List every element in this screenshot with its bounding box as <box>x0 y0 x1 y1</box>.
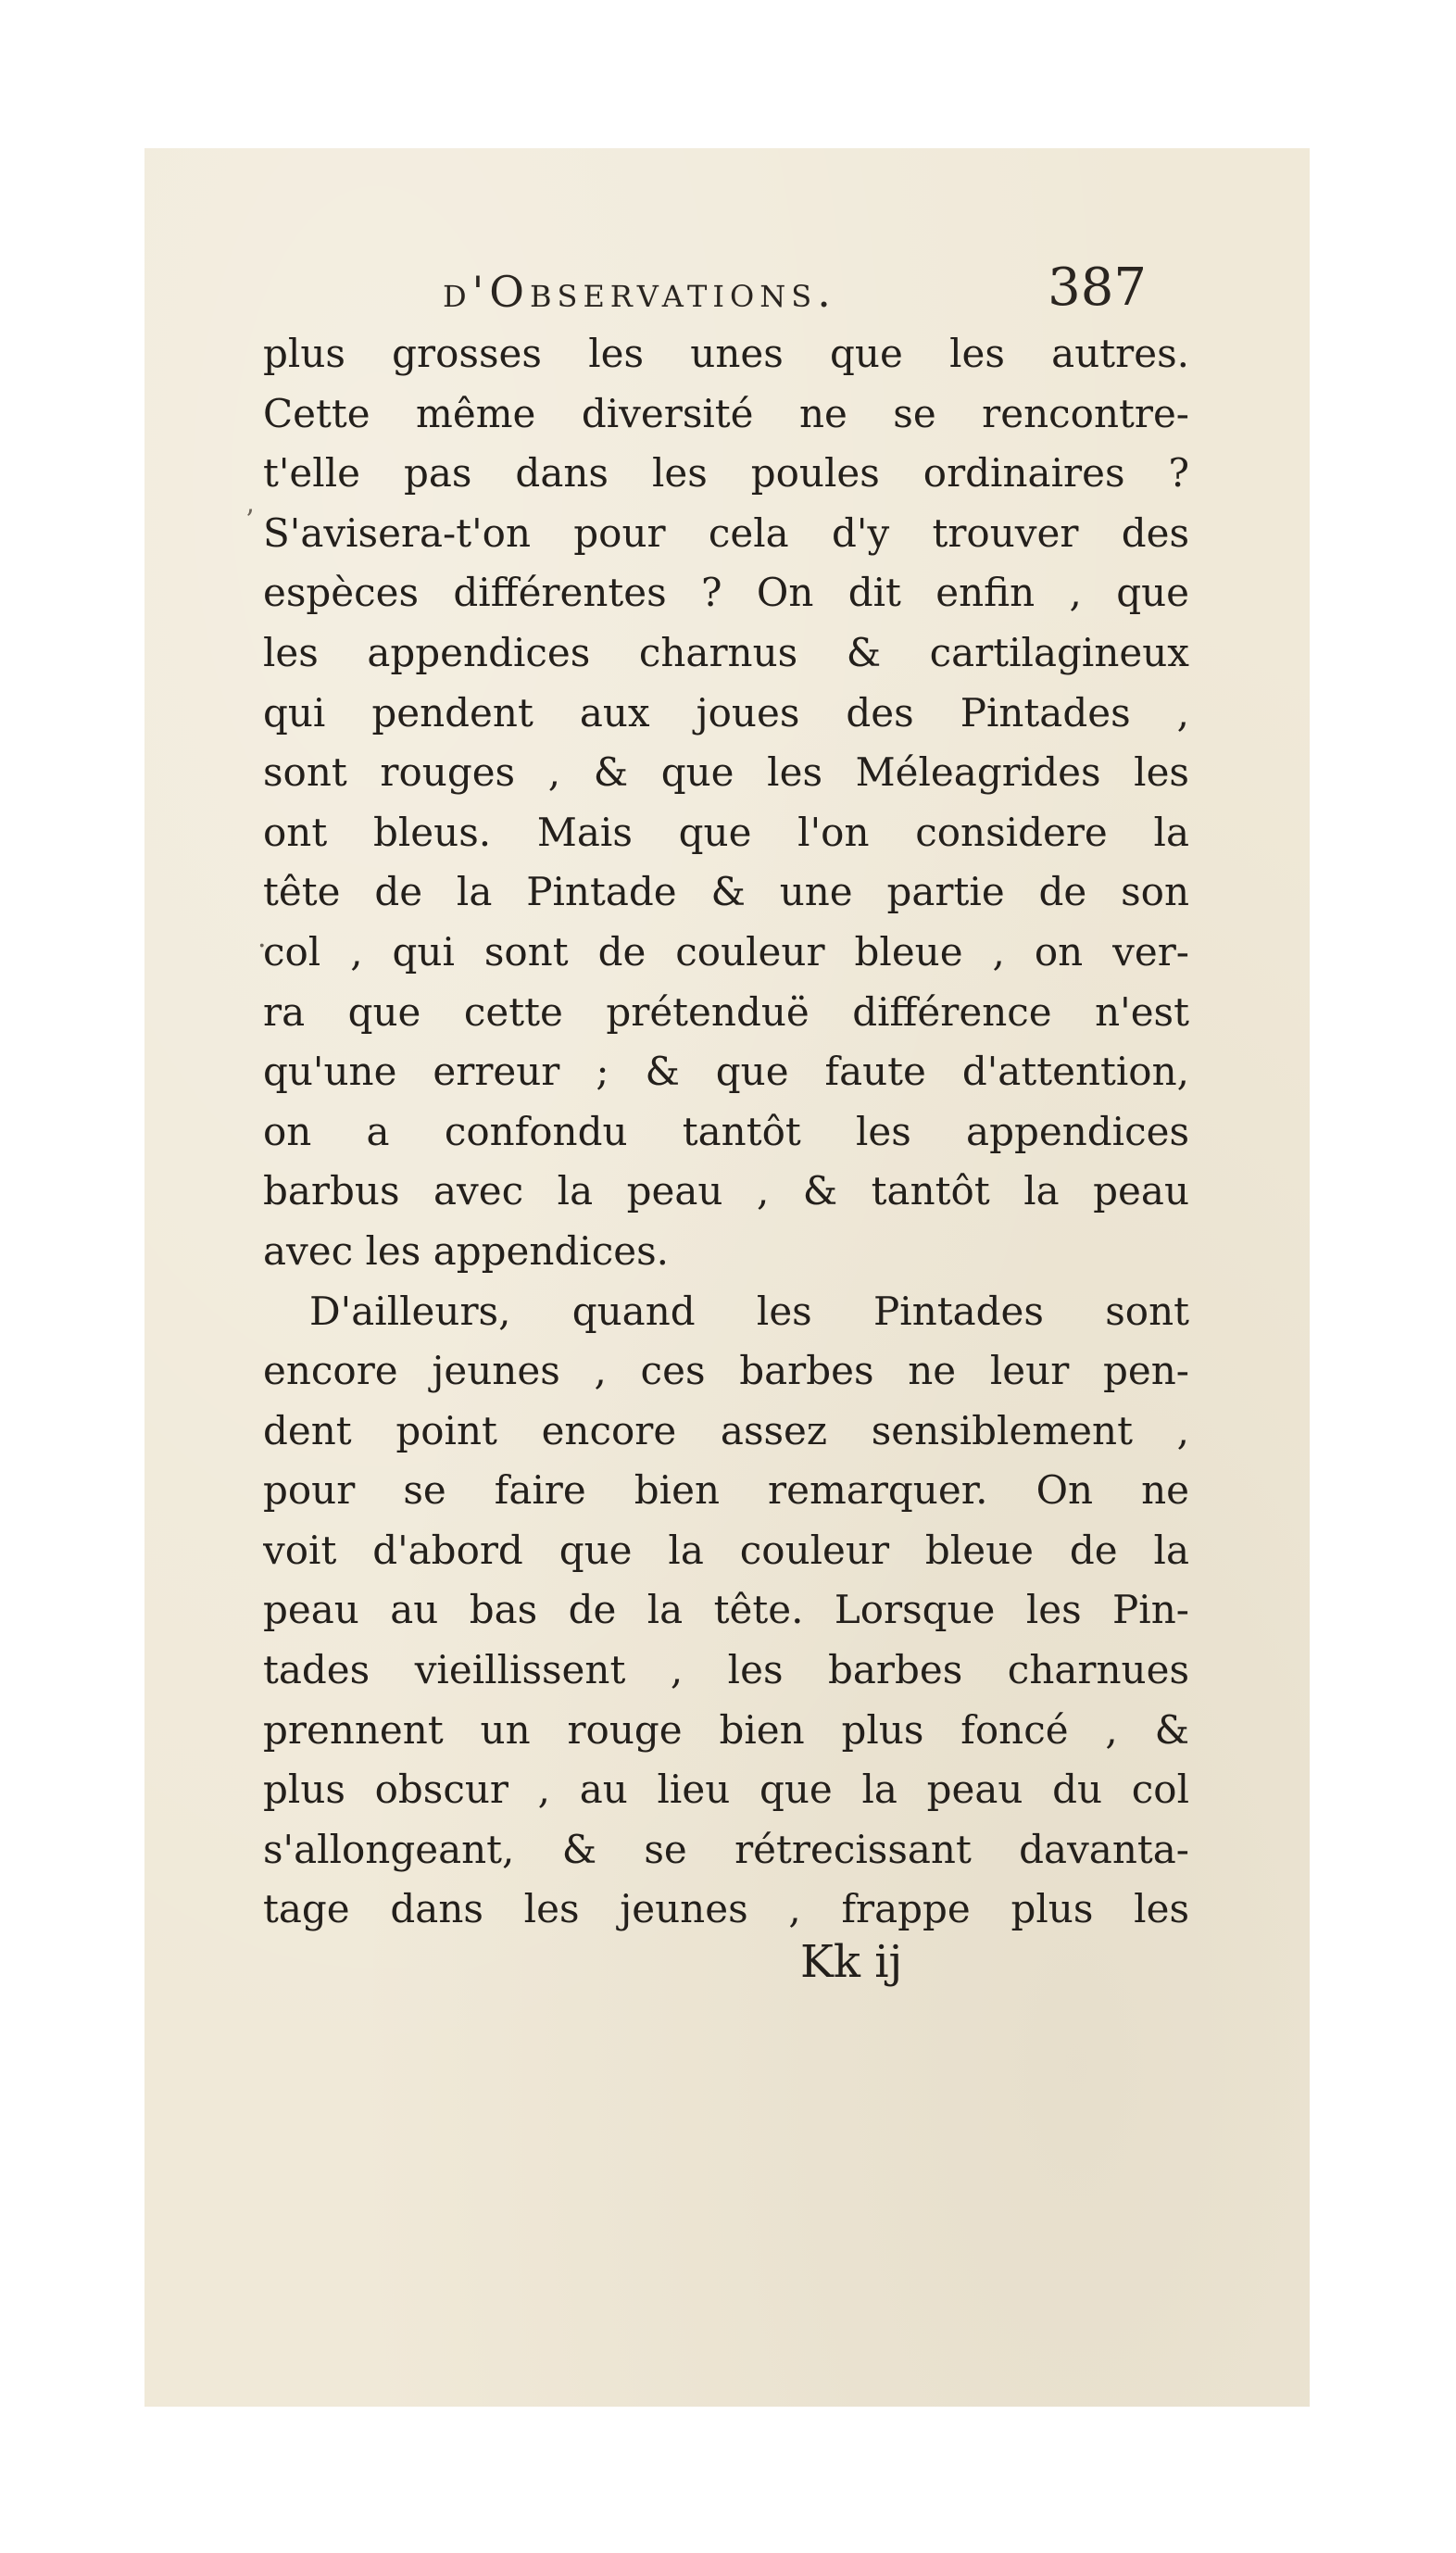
text-line: peau au bas de la tête. Lorsque les Pin- <box>263 1587 1189 1633</box>
text-line: voit d'abord que la couleur bleue de la <box>263 1527 1189 1573</box>
text-line: dent point encore assez sensiblement , <box>263 1407 1189 1453</box>
text-line: sont rouges , & que les Méleagrides les <box>263 749 1189 796</box>
text-line: ra que cette prétenduë différence n'est <box>263 988 1189 1035</box>
page-number: 387 <box>1048 258 1147 318</box>
text-line: avec les appendices. <box>263 1227 670 1274</box>
text-line: col , qui sont de couleur bleue , on ver- <box>263 928 1189 975</box>
running-head: d'Observations. <box>443 267 836 317</box>
text-line: pour se faire bien remarquer. On ne <box>263 1467 1189 1514</box>
text-line: les appendices charnus & cartilagineux <box>263 629 1189 675</box>
text-line: qu'une erreur ; & que faute d'attention, <box>263 1049 1189 1095</box>
page-header <box>443 258 1147 332</box>
text-line: espèces différentes ? On dit enfin , que <box>263 570 1189 616</box>
margin-mark: . <box>257 922 267 954</box>
text-line: qui pendent aux joues des Pintades , <box>263 689 1189 736</box>
text-line: s'allongeant, & se rétrecissant davanta- <box>263 1826 1189 1872</box>
margin-mark: ʼ <box>245 505 254 537</box>
text-line: t'elle pas dans les poules ordinaires ? <box>263 450 1189 497</box>
book-page <box>144 148 1310 2407</box>
text-line: on a confondu tantôt les appendices <box>263 1108 1189 1154</box>
signature-mark: Kk ij <box>800 1936 903 1988</box>
text-line: Cette même diversité ne se rencontre- <box>263 390 1189 436</box>
text-line: S'avisera-t'on pour cela d'y trouver des <box>263 509 1189 556</box>
text-line: encore jeunes , ces barbes ne leur pen- <box>263 1348 1189 1394</box>
body-text <box>263 324 1189 1940</box>
text-line: barbus avec la peau , & tantôt la peau <box>263 1168 1189 1214</box>
text-line: plus grosses les unes que les autres. <box>263 331 1189 376</box>
text-line: D'ailleurs, quand les Pintades sont <box>309 1288 1189 1334</box>
text-line: ont bleus. Mais que l'on considere la <box>263 809 1189 855</box>
text-line: tades vieillissent , les barbes charnues <box>263 1647 1189 1693</box>
text-line: prennent un rouge bien plus foncé , & <box>263 1706 1189 1753</box>
text-line: tête de la Pintade & une partie de son <box>263 869 1189 915</box>
text-line: plus obscur , au lieu que la peau du col <box>263 1767 1189 1813</box>
text-line: tage dans les jeunes , frappe plus les <box>263 1886 1189 1932</box>
